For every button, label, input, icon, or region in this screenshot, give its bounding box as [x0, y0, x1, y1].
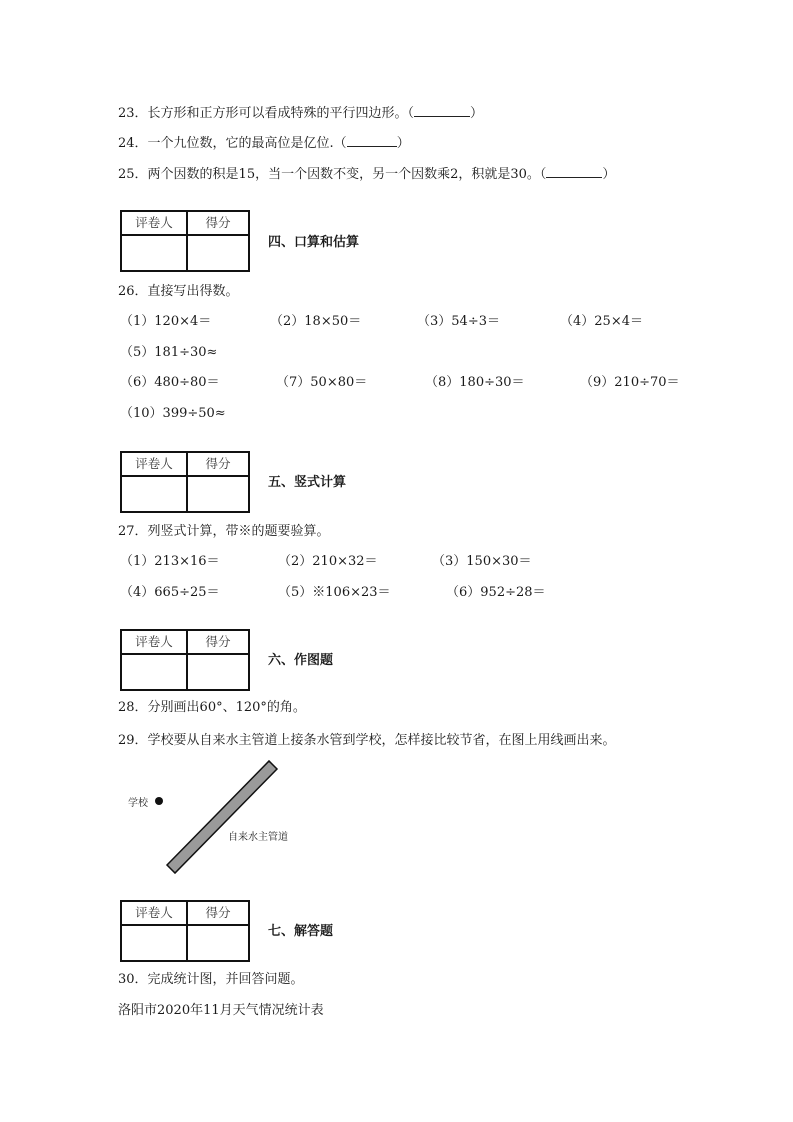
paren-close: ） [602, 167, 616, 182]
question-text: 23．长方形和正方形可以看成特殊的平行四边形。（ [118, 106, 415, 121]
school-dot-icon [155, 797, 163, 805]
reviewer-cell[interactable] [122, 926, 186, 960]
reviewer-cell[interactable] [122, 236, 186, 270]
q26-item: （10）399÷50≈ [120, 406, 226, 421]
question-29: 29．学校要从自来水主管道上接条水管到学校，怎样接比较节省，在图上用线画出来。 [118, 733, 616, 748]
q26-item: （8）180÷30＝ [425, 375, 525, 390]
q26-item: （5）181÷30≈ [120, 345, 218, 360]
reviewer-header: 评卷人 [135, 905, 173, 920]
score-header: 得分 [205, 634, 231, 649]
question-text: 24．一个九位数，它的最高位是亿位.（ [118, 136, 347, 151]
reviewer-cell[interactable] [122, 655, 186, 689]
water-main-pipe [167, 761, 277, 873]
q26-item: （6）480÷80＝ [120, 375, 220, 390]
q26-item: （1）120×4＝ [120, 314, 212, 329]
q26-item: （3）54÷3＝ [417, 314, 500, 329]
question-28: 28．分别画出60°、120°的角。 [118, 700, 306, 715]
score-header: 得分 [205, 905, 231, 920]
question-25 [118, 165, 615, 183]
section-title-4: 四、口算和估算 [268, 235, 360, 250]
score-table [120, 451, 250, 513]
section-title-6: 六、作图题 [268, 653, 334, 668]
reviewer-header: 评卷人 [135, 215, 173, 230]
paren-close: ） [470, 106, 484, 121]
q27-item: （3）150×30＝ [432, 554, 532, 569]
score-table [120, 900, 250, 962]
question-24 [118, 134, 410, 152]
q27-item: （5）※106×23＝ [278, 585, 391, 600]
score-table [120, 210, 250, 272]
question-27: 27．列竖式计算，带※的题要验算。 [118, 524, 330, 539]
reviewer-header: 评卷人 [135, 634, 173, 649]
q27-item: （4）665÷25＝ [120, 585, 220, 600]
q26-item: （2）18×50＝ [270, 314, 362, 329]
question-text: 25．两个因数的积是15，当一个因数不变，另一个因数乘2，积就是30。（ [118, 167, 547, 182]
q27-item: （1）213×16＝ [120, 554, 220, 569]
q27-item: （6）952÷28＝ [446, 585, 546, 600]
question-23 [118, 104, 483, 122]
score-cell[interactable] [188, 236, 248, 270]
pipe-label: 自来水主管道 [228, 832, 288, 843]
question-30: 30．完成统计图，并回答问题。 [118, 972, 304, 987]
score-table [120, 629, 250, 691]
score-cell[interactable] [188, 477, 248, 511]
score-cell[interactable] [188, 926, 248, 960]
reviewer-header: 评卷人 [135, 456, 173, 471]
q27-item: （2）210×32＝ [278, 554, 378, 569]
paren-close: ） [396, 136, 410, 151]
school-label: 学校 [128, 798, 148, 809]
q26-item: （9）210÷70＝ [580, 375, 680, 390]
answer-blank[interactable] [347, 134, 397, 147]
answer-blank[interactable] [414, 104, 470, 117]
score-header: 得分 [205, 456, 231, 471]
stats-table-title: 洛阳市2020年11月天气情况统计表 [118, 1003, 324, 1018]
q26-item: （7）50×80＝ [276, 375, 368, 390]
section-title-7: 七、解答题 [268, 924, 334, 939]
section-title-5: 五、竖式计算 [268, 475, 347, 490]
score-header: 得分 [205, 215, 231, 230]
reviewer-cell[interactable] [122, 477, 186, 511]
score-cell[interactable] [188, 655, 248, 689]
answer-blank[interactable] [546, 165, 602, 178]
pipe-figure[interactable] [120, 755, 320, 880]
pipe-diagram [120, 755, 320, 880]
question-26: 26．直接写出得数。 [118, 284, 239, 299]
q26-item: （4）25×4＝ [560, 314, 643, 329]
